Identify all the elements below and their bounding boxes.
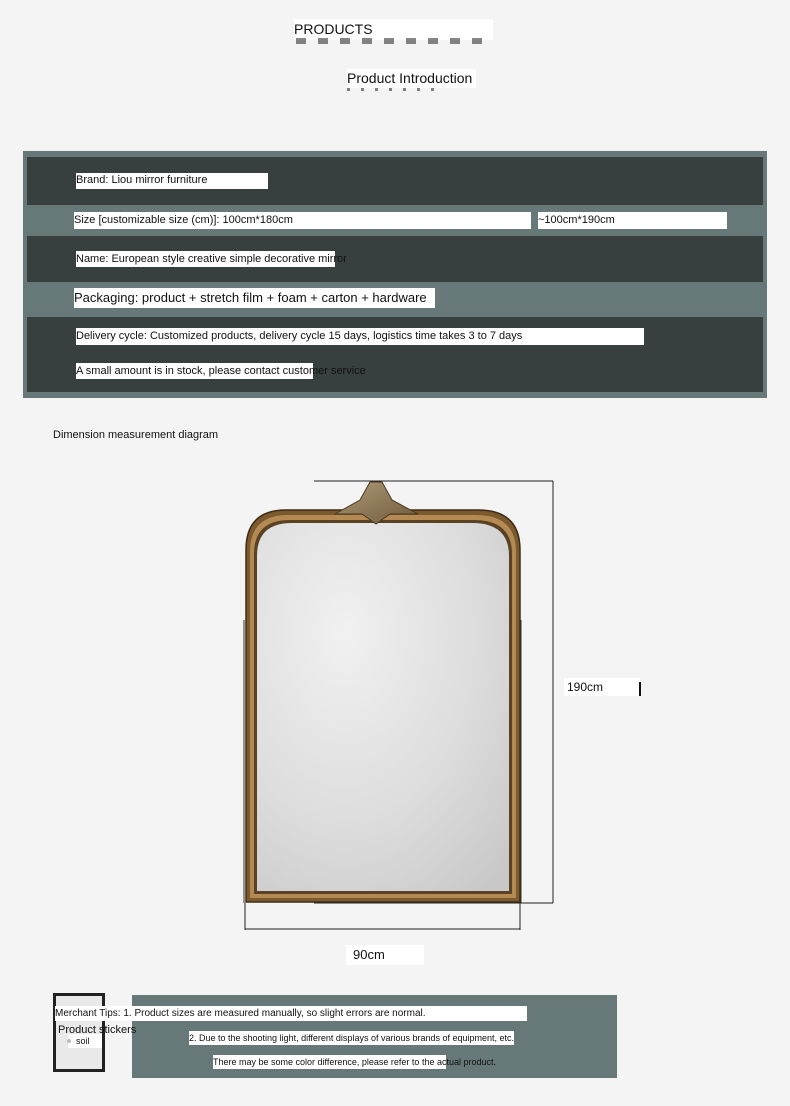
width-label: 90cm — [346, 945, 424, 965]
tip-line-3: There may be some color difference, please refer to the actual product. — [213, 1057, 496, 1067]
spec-brand: Brand: Liou mirror furniture — [76, 173, 268, 189]
products-heading-decoration — [296, 38, 494, 44]
height-label-marker — [639, 682, 641, 696]
diagram-title: Dimension measurement diagram — [53, 429, 219, 441]
spec-size-alt: ~100cm*190cm — [538, 212, 727, 229]
mirror-illustration — [230, 470, 570, 940]
spec-size: Size [customizable size (cm)]: 100cm*180cm — [74, 212, 531, 229]
spec-packaging: Packaging: product + stretch film + foam + carton + hardware — [74, 288, 435, 308]
sticker-label: Product stickers — [58, 1024, 137, 1036]
sticker-dot-icon — [67, 1039, 71, 1043]
spec-delivery: Delivery cycle: Customized products, delivery cycle 15 days, logistics time takes 3 to 7 days — [76, 328, 644, 345]
products-heading: PRODUCTS — [294, 19, 493, 40]
product-intro-heading: Product Introduction — [347, 69, 476, 88]
spec-stock: A small amount is in stock, please contact customer service — [76, 365, 366, 377]
spec-panel — [23, 151, 767, 398]
spec-name: Name: European style creative simple decorative mirror — [76, 253, 347, 265]
mirror-glass — [257, 523, 509, 891]
tip-line-1: Merchant Tips: 1. Product sizes are measured manually, so slight errors are normal. — [55, 1006, 527, 1021]
height-label: 190cm — [564, 678, 640, 696]
product-intro-heading-decoration — [347, 88, 441, 91]
sticker-sub-label: soil — [68, 1034, 102, 1048]
tip-line-2: 2. Due to the shooting light, different displays of various brands of equipment, etc. — [189, 1033, 515, 1043]
